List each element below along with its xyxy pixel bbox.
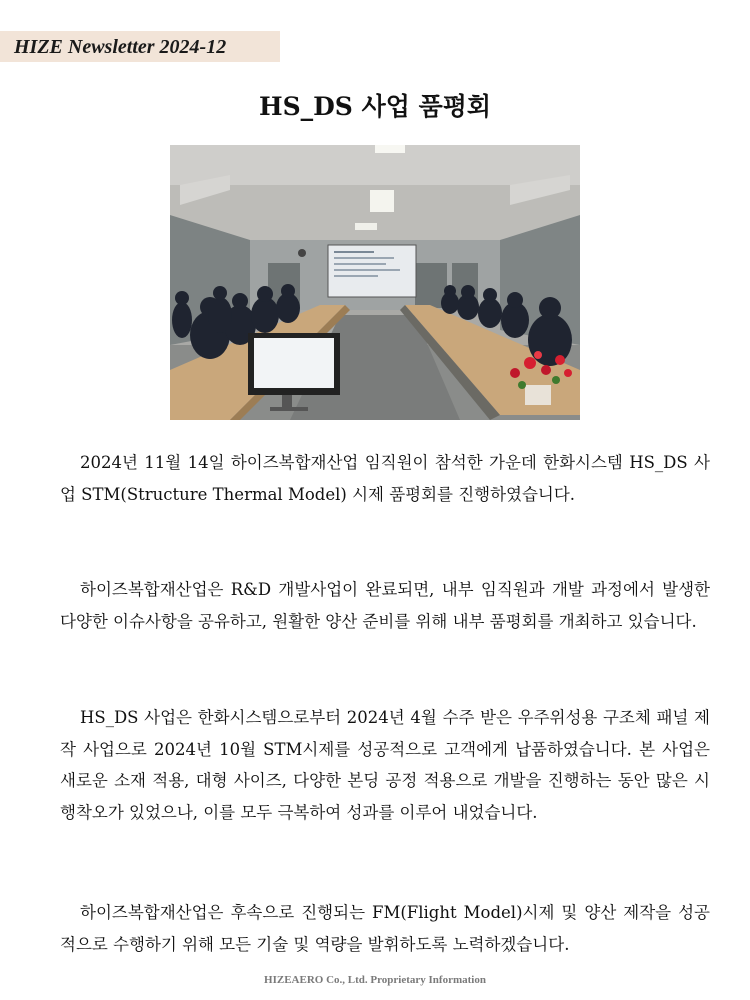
article-paragraph-2: 하이즈복합재산업은 R&D 개발사업이 완료되면, 내부 임직원과 개발 과정에서 발생한 다양한 이슈사항을 공유하고, 원활한 양산 준비를 위해 내부 품평회를 개최하고 있습니다. xyxy=(60,580,710,631)
article-title: HS_DS 사업 품평회 xyxy=(258,92,492,121)
footer-proprietary-notice: HIZEAERO Co., Ltd. Proprietary Information xyxy=(264,974,486,986)
article-paragraph-4: 하이즈복합재산업은 후속으로 진행되는 FM(Flight Model)시제 및 양산 제작을 성공적으로 수행하기 위해 모든 기술 및 역량을 발휘하도록 노력하겠습니다. xyxy=(60,903,710,954)
meeting-photo xyxy=(170,145,580,420)
article-paragraph-3: HS_DS 사업은 한화시스템으로부터 2024년 4월 수주 받은 우주위성용 구조체 패널 제작 사업으로 2024년 10월 STM시제를 성공적으로 고객에게 납품하였습니다. 본 사업은 새로운 소재 적용, 대형 사이즈, 다양한 본딩 공정 적용으로 개발을 진행하는 동안 많은 시행착오가 있었으나, 이를 모두 극복하여 성과를 이루어 내었습니다. xyxy=(60,708,710,822)
newsletter-tag-label: HIZE Newsletter 2024-12 xyxy=(14,36,227,58)
newsletter-tag xyxy=(0,31,280,62)
article-paragraph-1: 2024년 11월 14일 하이즈복합재산업 임직원이 참석한 가운데 한화시스템 HS_DS 사업 STM(Structure Thermal Model) 시제 품평회를 진행하였습니다. xyxy=(60,453,710,504)
